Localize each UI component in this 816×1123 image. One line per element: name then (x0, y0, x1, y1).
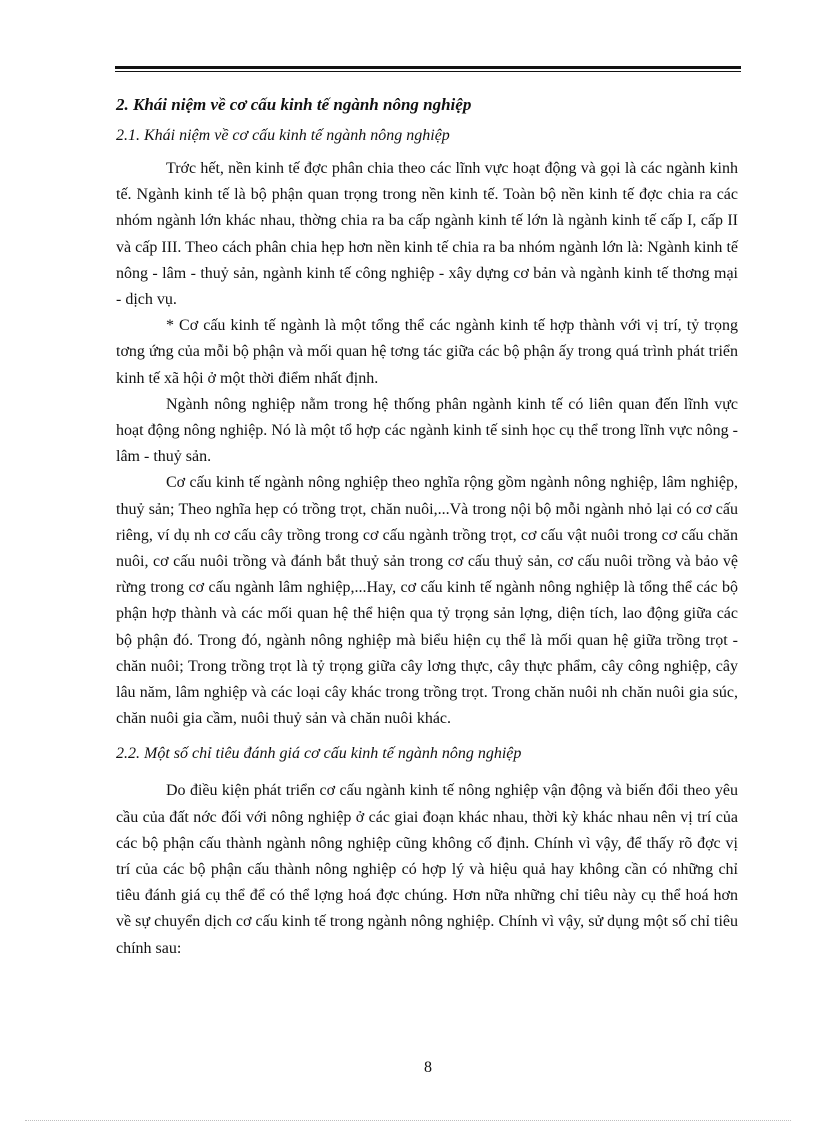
header-rule-thick (115, 66, 741, 69)
subsection-heading-2-1: 2.1. Khái niệm về cơ cấu kinh tế ngành nông nghiệp (116, 127, 450, 144)
paragraph: Ngành nông nghiệp nằm trong hệ thống phân ngành kinh tế có liên quan đến lĩnh vực hoạt động nông nghiệp. Nó là một tổ hợp các ngành kinh tế sinh học cụ thể trong lĩnh vực nông - lâm - thuỷ sản. (116, 395, 738, 466)
page-number: 8 (424, 1059, 432, 1076)
section-heading: 2. Khái niệm về cơ cấu kinh tế ngành nông nghiệp (116, 95, 472, 114)
document-body (116, 93, 738, 962)
page-bottom-dotted-border (25, 1120, 791, 1121)
header-rule-thin (115, 71, 741, 72)
paragraph: * Cơ cấu kinh tế ngành là một tổng thể các ngành kinh tế hợp thành với vị trí, tỷ trọng tơng ứng của mỗi bộ phận và mối quan hệ tơng tác giữa các bộ phận ấy trong quá trình phát triển kinh tế xã hội ở một thời điểm nhất định. (116, 317, 738, 387)
subsection-heading-2-2: 2.2. Một số chỉ tiêu đánh giá cơ cấu kinh tế ngành nông nghiệp (116, 745, 522, 763)
header-double-rule (115, 66, 741, 73)
paragraph: Do điều kiện phát triển cơ cấu ngành kinh tế nông nghiệp vận động và biến đổi theo yêu cầu của đất nớc đối với nông nghiệp ở các giai đoạn khác nhau, thời kỳ khác nhau nên vị trí của các bộ phận cấu thành ngành nông nghiệp cũng không cố định. Chính vì vậy, để thấy rõ đợc vị trí của các bộ phận cấu thành nông nghiệp có hợp lý và hiệu quả hay không cần có những chỉ tiêu đánh giá cụ thể để có thể lợng hoá đợc chúng. Hơn nữa những chỉ tiêu này cụ thể hoá hơn về sự chuyển dịch cơ cấu kinh tế trong ngành nông nghiệp. Chính vì vậy, sử dụng một số chỉ tiêu chính sau: (116, 782, 738, 957)
paragraph: Trớc hết, nền kinh tế đợc phân chia theo các lĩnh vực hoạt động và gọi là các ngành kinh tế. Ngành kinh tế là bộ phận quan trọng trong nền kinh tế. Toàn bộ nền kinh tế đợc chia ra các nhóm ngành lớn khác nhau, thờng chia ra ba cấp ngành kinh tế lớn là ngành kinh tế cấp I, cấp II và cấp III. Theo cách phân chia hẹp hơn nền kinh tế chia ra ba nhóm ngành lớn là: Ngành kinh tế nông - lâm - thuỷ sản, ngành kinh tế công nghiệp - xây dựng cơ bản và ngành kinh tế thơng mại - dịch vụ. (116, 160, 738, 309)
paragraph: Cơ cấu kinh tế ngành nông nghiệp theo nghĩa rộng gồm ngành nông nghiệp, lâm nghiệp, thuỷ sản; Theo nghĩa hẹp có trồng trọt, chăn nuôi,...Và trong nội bộ mỗi ngành nhỏ lại có cơ cấu riêng, ví dụ nh cơ cấu cây trồng trong cơ cấu ngành trồng trọt, cơ cấu vật nuôi trong cơ cấu chăn nuôi, cơ cấu nuôi trồng và đánh bắt thuỷ sản trong cơ cấu thuỷ sản, cơ cấu nuôi trồng và bảo vệ rừng trong cơ cấu ngành lâm nghiệp,...Hay, cơ cấu kinh tế ngành nông nghiệp là tổng thể các bộ phận hợp thành và các mối quan hệ thể hiện qua tỷ trọng sản lợng, diện tích, lao động giữa các bộ phận đó. Trong đó, ngành nông nghiệp mà biểu hiện cụ thể là mối quan hệ giữa trồng trọt - chăn nuôi; Trong trồng trọt là tỷ trọng giữa cây lơng thực, cây thực phẩm, cây công nghiệp, cây lâu năm, lâm nghiệp và các loại cây khác trong trồng trọt. Trong chăn nuôi nh chăn nuôi gia súc, chăn nuôi gia cầm, nuôi thuỷ sản và chăn nuôi khác. (116, 474, 738, 728)
